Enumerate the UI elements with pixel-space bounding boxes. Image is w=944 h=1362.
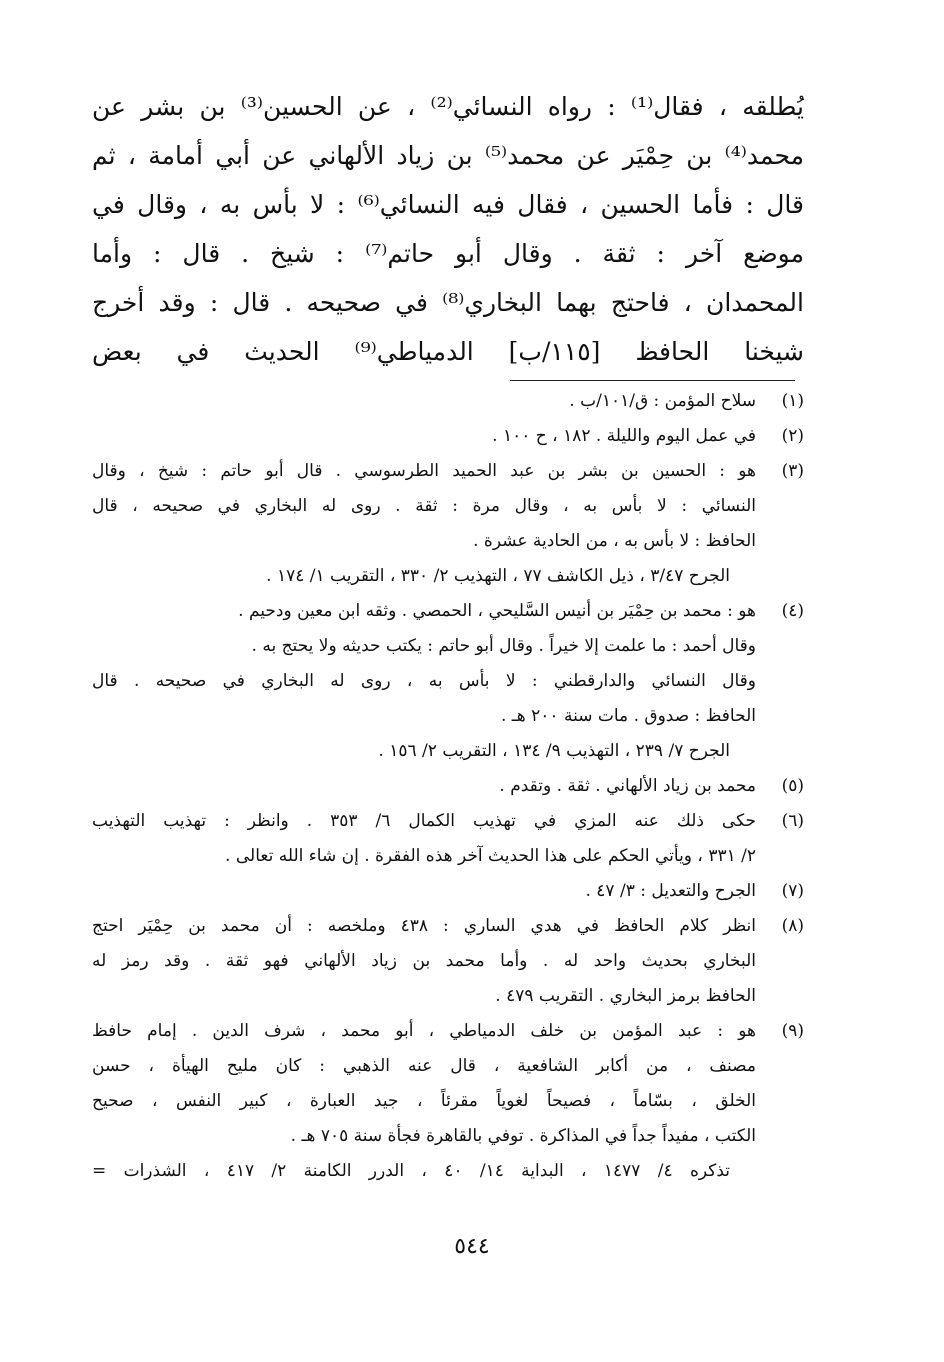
footnotes-block	[92, 384, 804, 1189]
footnote-line: البخاري بحديث واحد له . وأما محمد بن زياد الألهاني فهو ثقة . وقد رمز له	[92, 951, 756, 971]
footnote-line: الجرح ٧/ ٢٣٩ ، التهذيب ٩/ ١٣٤ ، التقريب ٢/ ١٥٦ .	[378, 741, 730, 761]
footnote-line: ٢/ ٣٣١ ، ويأتي الحكم على هذا الحديث آخر هذه الفقرة . إن شاء الله تعالى .	[225, 846, 756, 866]
footnote-line: سلاح المؤمن : ق/١٠١/ب .	[569, 391, 756, 411]
footnote-line: هو : عبد المؤمن بن خلف الدمياطي ، أبو محمد ، شرف الدين . إمام حافظ	[92, 1021, 756, 1041]
main-text-line: محمد⁽⁴⁾ بن حِمْيَر عن محمد⁽⁵⁾ بن زياد الألهاني عن أبي أمامة ، ثم	[92, 141, 804, 170]
footnote-3	[92, 454, 804, 594]
page-number: ٥٤٤	[454, 1234, 490, 1259]
footnote-body	[92, 874, 756, 909]
footnote-number: (٩)	[781, 1021, 804, 1041]
footnote-number: (٧)	[781, 881, 804, 901]
main-text-line: شيخنا الحافظ [١١٥/ب] الدمياطي⁽⁹⁾ الحديث في بعض	[92, 337, 804, 366]
main-text-line: قال : فأما الحسين ، فقال فيه النسائي⁽⁶⁾ : لا بأس به ، وقال في	[92, 190, 804, 219]
footnote-line: هو : محمد بن حِمْيَر بن أنيس السَّليحي ، الحمصي . وثقه ابن معين ودحيم .	[238, 601, 756, 621]
footnote-line: انظر كلام الحافظ في هدي الساري : ٤٣٨ وملخصه : أن محمد بن حِمْيَر احتج	[92, 916, 756, 936]
footnote-line: الكتب ، مفيداً جداً في المذاكرة . توفي بالقاهرة فجأة سنة ٧٠٥ هـ .	[290, 1126, 756, 1146]
footnote-body	[92, 769, 756, 804]
footnote-line: الجرح ٣/٤٧ ، ذيل الكاشف ٧٧ ، التهذيب ٢/ ٣٣٠ ، التقريب ١/ ١٧٤ .	[266, 566, 730, 586]
footnote-body	[92, 454, 756, 594]
footnote-line: الخلق ، بسّاماً ، فصيحاً لغوياً مقرئاً ، جيد العبارة ، كبير النفس ، صحيح	[92, 1091, 756, 1111]
footnote-line: الجرح والتعديل : ٣/ ٤٧ .	[585, 881, 756, 901]
footnote-line: في عمل اليوم والليلة . ١٨٢ ، ح ١٠٠ .	[492, 426, 756, 446]
footnote-line: الحافظ برمز البخاري . التقريب ٤٧٩ .	[495, 986, 756, 1006]
footnote-5	[92, 769, 804, 804]
footnote-9	[92, 1014, 804, 1189]
footnote-line: وقال النسائي والدارقطني : لا بأس به ، روى له البخاري في صحيحه . قال	[92, 671, 756, 691]
footnote-line: هو : الحسين بن بشر بن عبد الحميد الطرسوسي . قال أبو حاتم : شيخ ، وقال	[92, 461, 756, 481]
footnote-body	[92, 419, 756, 454]
footnote-body	[92, 909, 756, 1014]
footnote-6	[92, 804, 804, 874]
footnote-2	[92, 419, 804, 454]
footnote-body	[92, 384, 756, 419]
footnote-line: تذكره ٤/ ١٤٧٧ ، البداية ١٤/ ٤٠ ، الدرر الكامنة ٢/ ٤١٧ ، الشذرات =	[92, 1161, 730, 1181]
footnote-number: (١)	[781, 391, 804, 411]
footnote-line: محمد بن زياد الألهاني . ثقة . وتقدم .	[499, 776, 756, 796]
footnote-body	[92, 804, 756, 874]
footnote-body	[92, 594, 756, 769]
footnote-number: (٢)	[781, 426, 804, 446]
footnote-line: وقال أحمد : ما علمت إلا خيراً . وقال أبو حاتم : يكتب حديثه ولا يحتج به .	[251, 636, 756, 656]
footnote-line: النسائي : لا بأس به ، وقال مرة : ثقة . روى له البخاري في صحيحه ، قال	[92, 496, 756, 516]
footnote-body	[92, 1014, 756, 1189]
footnote-4	[92, 594, 804, 769]
footnote-divider	[510, 380, 795, 381]
footnote-line: مصنف ، من أكابر الشافعية ، قال عنه الذهبي : كان مليح الهيأة ، حسن	[92, 1056, 756, 1076]
main-text-block	[92, 82, 804, 376]
footnote-line: الحافظ : صدوق . مات سنة ٢٠٠ هـ .	[501, 706, 756, 726]
footnote-line: الحافظ : لا بأس به ، من الحادية عشرة .	[473, 531, 756, 551]
footnote-1	[92, 384, 804, 419]
main-text-line: يُطلقه ، فقال⁽¹⁾ : رواه النسائي⁽²⁾ ، عن الحسين⁽³⁾ بن بشر عن	[92, 92, 804, 121]
main-text-line: المحمدان ، فاحتج بهما البخاري⁽⁸⁾ في صحيحه . قال : وقد أخرج	[92, 288, 804, 317]
footnote-8	[92, 909, 804, 1014]
footnote-number: (٤)	[781, 601, 804, 621]
footnote-number: (٣)	[781, 461, 804, 481]
footnote-7	[92, 874, 804, 909]
footnote-number: (٦)	[781, 811, 804, 831]
footnote-line: حكى ذلك عنه المزي في تهذيب الكمال ٦/ ٣٥٣ . وانظر : تهذيب التهذيب	[92, 811, 756, 831]
footnote-number: (٨)	[781, 916, 804, 936]
footnote-number: (٥)	[781, 776, 804, 796]
main-text-line: موضع آخر : ثقة . وقال أبو حاتم⁽⁷⁾ : شيخ . قال : وأما	[92, 239, 804, 268]
